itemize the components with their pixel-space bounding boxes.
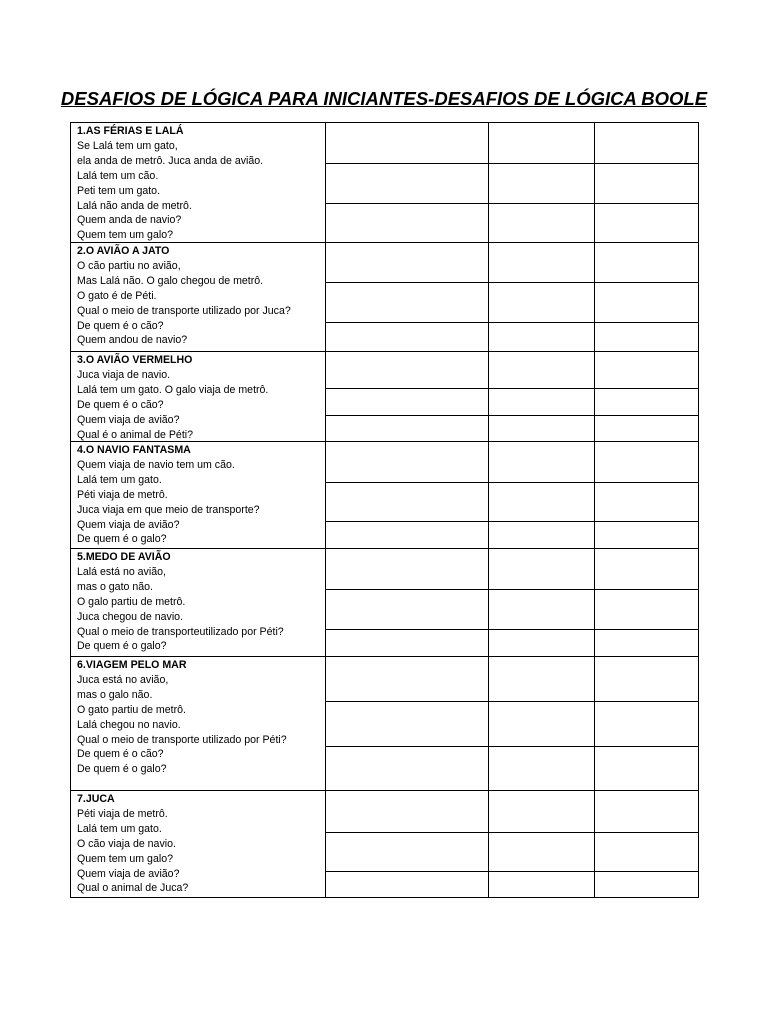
challenge-line: mas o gato não. — [77, 580, 153, 593]
challenge-line: mas o galo não. — [77, 688, 153, 701]
challenge-line: De quem é o cão? — [77, 398, 164, 411]
challenge-line: O cão viaja de navio. — [77, 837, 176, 850]
challenge-line: Se Lalá tem um gato, — [77, 139, 178, 152]
answer-row-divider — [325, 589, 699, 590]
challenge-section-6 — [70, 656, 699, 791]
challenge-line: Lalá não anda de metrô. — [77, 199, 192, 212]
answer-row-divider — [325, 871, 699, 872]
page-title: DESAFIOS DE LÓGICA PARA INICIANTES-DESAFIOS DE LÓGICA BOOLE — [60, 88, 708, 109]
challenge-line: Qual o animal de Juca? — [77, 882, 189, 895]
challenge-section-4 — [70, 441, 699, 549]
challenge-line: Péti viaja de metrô. — [77, 807, 168, 820]
challenge-section-5 — [70, 548, 699, 657]
challenge-heading: 3.O AVIÃO VERMELHO — [77, 354, 193, 366]
challenge-line: Juca viaja em que meio de transporte? — [77, 503, 260, 516]
challenge-heading: 6.VIAGEM PELO MAR — [77, 659, 187, 671]
challenge-line: Lalá tem um gato. — [77, 822, 162, 835]
answer-row-divider — [325, 832, 699, 833]
challenge-line: Qual o meio de transporte utilizado por Juca? — [77, 304, 291, 317]
challenge-line: Juca chegou de navio. — [77, 610, 184, 623]
challenge-heading: 5.MEDO DE AVIÃO — [77, 551, 171, 563]
challenge-line: Quem anda de navio? — [77, 214, 182, 227]
answer-row-divider — [325, 701, 699, 702]
answer-row-divider — [325, 746, 699, 747]
challenge-section-1 — [70, 122, 699, 243]
challenge-line: Quem viaja de avião? — [77, 867, 180, 880]
challenge-line: Qual o meio de transporteutilizado por Péti? — [77, 625, 284, 638]
answer-row-divider — [325, 388, 699, 389]
answer-row-divider — [325, 163, 699, 164]
challenge-line: De quem é o cão? — [77, 748, 164, 761]
challenge-line: O cão partiu no avião, — [77, 259, 181, 272]
challenge-heading: 2.O AVIÃO A JATO — [77, 245, 170, 257]
answer-row-divider — [325, 482, 699, 483]
logic-grid-table — [70, 122, 699, 898]
challenge-section-3 — [70, 351, 699, 442]
challenge-line: O gato é de Péti. — [77, 289, 157, 302]
challenge-line: Mas Lalá não. O galo chegou de metrô. — [77, 274, 264, 287]
challenge-line: Quem tem um galo? — [77, 852, 173, 865]
challenge-line: Juca está no avião, — [77, 673, 169, 686]
answer-row-divider — [325, 282, 699, 283]
challenge-line: Juca viaja de navio. — [77, 368, 171, 381]
challenge-line: ela anda de metrô. Juca anda de avião. — [77, 154, 264, 167]
challenge-line: De quem é o cão? — [77, 319, 164, 332]
challenge-line: Quem viaja de avião? — [77, 413, 180, 426]
answer-row-divider — [325, 203, 699, 204]
challenge-line: De quem é o galo? — [77, 640, 167, 653]
answer-row-divider — [325, 322, 699, 323]
challenge-line: De quem é o galo? — [77, 763, 167, 776]
challenge-heading: 1.AS FÉRIAS E LALÁ — [77, 125, 184, 137]
challenge-section-2 — [70, 242, 699, 352]
answer-row-divider — [325, 415, 699, 416]
challenge-line: Lalá tem um gato. — [77, 473, 162, 486]
challenge-line: Quem viaja de navio tem um cão. — [77, 458, 235, 471]
challenge-line: Qual é o animal de Péti? — [77, 428, 194, 441]
challenge-heading: 4.O NAVIO FANTASMA — [77, 444, 191, 456]
answer-row-divider — [325, 629, 699, 630]
challenge-section-7 — [70, 790, 699, 899]
challenge-line: Quem andou de navio? — [77, 334, 188, 347]
challenge-line: Péti viaja de metrô. — [77, 488, 168, 501]
challenge-line: De quem é o galo? — [77, 533, 167, 546]
challenge-line: Quem tem um galo? — [77, 229, 173, 242]
challenge-line: Quem viaja de avião? — [77, 518, 180, 531]
challenge-line: Lalá chegou no navio. — [77, 718, 181, 731]
answer-row-divider — [325, 521, 699, 522]
challenge-line: Peti tem um gato. — [77, 184, 161, 197]
challenge-line: Qual o meio de transporte utilizado por Péti? — [77, 733, 287, 746]
challenge-line: Lalá está no avião, — [77, 565, 166, 578]
challenge-line: Lalá tem um cão. — [77, 169, 159, 182]
challenge-line: O gato partiu de metrô. — [77, 703, 186, 716]
challenge-heading: 7.JUCA — [77, 793, 115, 805]
challenge-line: O galo partiu de metrô. — [77, 595, 186, 608]
challenge-line: Lalá tem um gato. O galo viaja de metrô. — [77, 383, 269, 396]
